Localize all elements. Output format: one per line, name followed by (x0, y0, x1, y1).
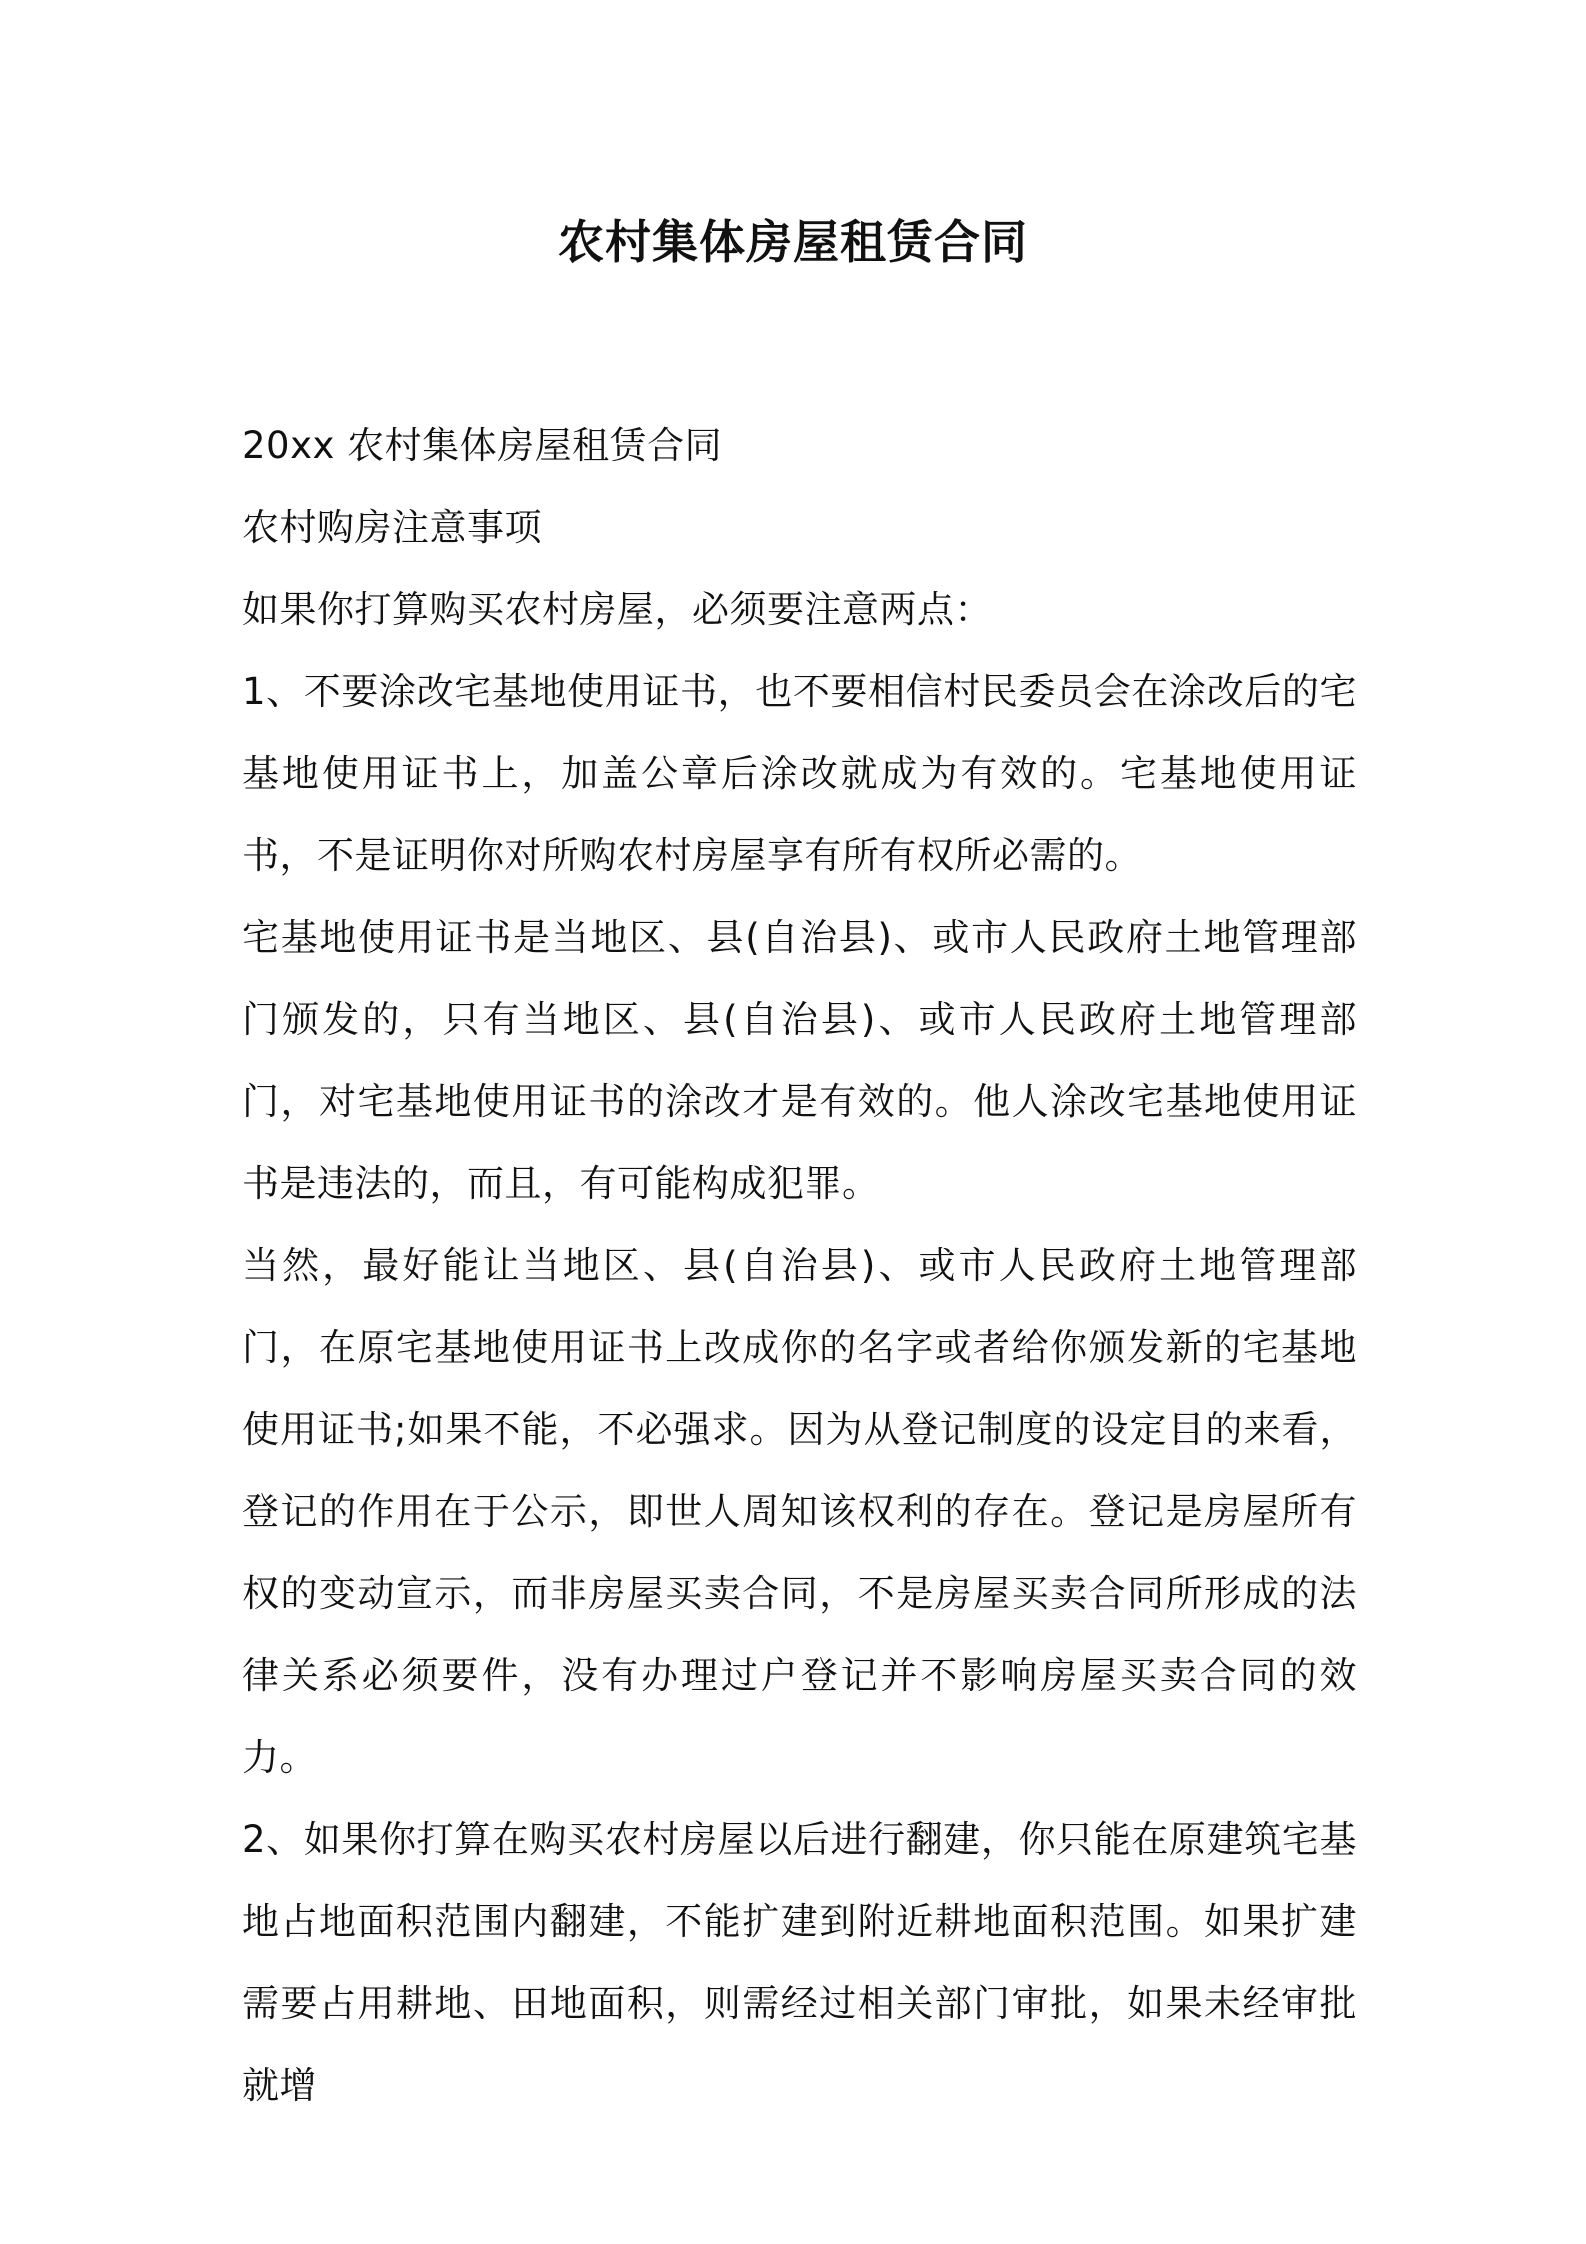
subtitle-line: 20xx 农村集体房屋租赁合同 (242, 424, 723, 467)
point-1-paragraph: 1、不要涂改宅基地使用证书，也不要相信村民委员会在涂改后的宅基地使用证书上，加盖公章后涂改就成为有效的。宅基地使用证书，不是证明你对所购农村房屋享有所有权所必需的。 (242, 670, 1357, 877)
point-2-paragraph: 2、如果你打算在购买农村房屋以后进行翻建，你只能在原建筑宅基地占地面积范围内翻建，不能扩建到附近耕地面积范围。如果扩建需要占用耕地、田地面积，则需经过相关部门审批，如果未经审批就增 (242, 1818, 1357, 2107)
document-title: 农村集体房屋租赁合同 (558, 215, 1028, 269)
certificate-paragraph: 宅基地使用证书是当地区、县(自治县)、或市人民政府土地管理部门颁发的，只有当地区、县(自治县)、或市人民政府土地管理部门，对宅基地使用证书的涂改才是有效的。他人涂改宅基地使用证书是违法的，而且，有可能构成犯罪。 (242, 916, 1357, 1205)
registration-paragraph: 当然，最好能让当地区、县(自治县)、或市人民政府土地管理部门，在原宅基地使用证书上改成你的名字或者给你颁发新的宅基地使用证书;如果不能，不必强求。因为从登记制度的设定目的来看，登记的作用在于公示，即世人周知该权利的存在。登记是房屋所有权的变动宣示，而非房屋买卖合同，不是房屋买卖合同所形成的法律关系必须要件，没有办理过户登记并不影响房屋买卖合同的效力。 (242, 1244, 1357, 1779)
intro-paragraph: 如果你打算购买农村房屋，必须要注意两点： (242, 588, 992, 631)
document-body (242, 405, 1357, 2127)
section-heading: 农村购房注意事项 (242, 506, 542, 549)
